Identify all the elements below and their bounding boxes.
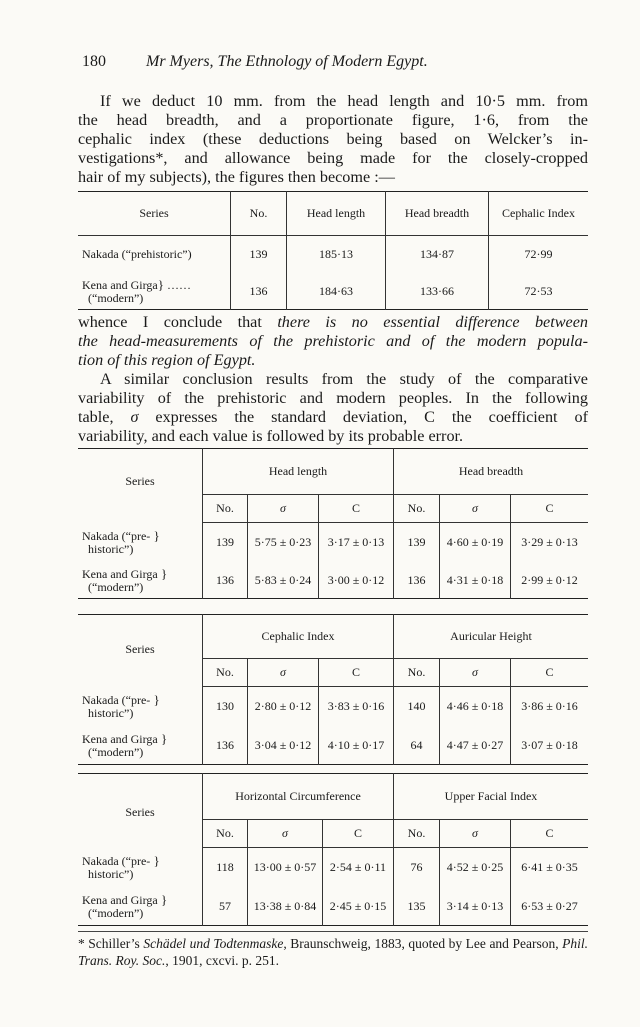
series-header: Series [78,449,203,523]
cell: 134·87 [386,236,489,274]
column-header: C [511,495,589,523]
series-line: Kena and Girga [82,731,158,746]
column-header: No. [231,192,287,236]
cell: 139 [231,236,287,274]
series-header: Series [78,774,203,848]
series-line: Nakada (“pre- [82,693,151,707]
variability-table-circumference [78,773,588,926]
series-line: (“modern”) [88,744,144,759]
brace-glyph: } [150,692,160,707]
table-row [78,274,588,310]
series-line: (“modern”) [88,905,144,920]
footnote-italic: Schädel und Todtenmaske [143,936,284,951]
group-header: Head breadth [394,449,589,495]
running-title: Mr Myers, The Ethnology of Modern Egypt. [146,53,428,70]
column-header: Cephalic Index [489,192,589,236]
cell: 3·14 ± 0·13 [440,888,511,926]
column-header: Head breadth [386,192,489,236]
series-cell: Nakada (“prehistoric”) [78,236,231,274]
brace-glyph: } [157,730,168,746]
cell: 4·10 ± 0·17 [319,727,394,765]
footnote-text: , Braunschweig, 1883, quoted by Lee and Pearson, [283,936,563,951]
column-header: C [319,495,394,523]
cell: 4·46 ± 0·18 [440,687,511,727]
cell: 72·53 [489,274,589,310]
series-cell [78,563,203,599]
column-header: σ [440,495,511,523]
column-header: No. [394,820,440,848]
table-row [78,848,588,888]
series-line: Kena and Girga [82,566,158,581]
cell: 13·38 ± 0·84 [248,888,323,926]
leader-dots: …… [167,277,191,292]
cell: 2·80 ± 0·12 [248,687,319,727]
column-header: No. [394,659,440,687]
text-span: table, [78,408,131,426]
italic-span: there is no essential difference between [277,313,588,331]
series-cell [78,687,203,727]
series-line: Nakada (“pre- [82,854,151,868]
cell: 64 [394,727,440,765]
column-header: Head length [287,192,386,236]
series-line: (“modern”) [88,290,144,305]
column-header: No. [203,495,248,523]
footnote-text: , 1901, cxcvi. p. 251. [165,953,280,968]
cell: 136 [394,563,440,599]
column-header: No. [203,820,248,848]
cell: 3·17 ± 0·13 [319,523,394,563]
cell: 140 [394,687,440,727]
column-header: C [511,820,589,848]
column-header: σ [440,820,511,848]
series-line: Kena and Girga [82,892,158,907]
text-line: A similar conclusion results from the study of the comparative [100,370,588,388]
sigma-symbol: σ [130,408,139,426]
series-line: (“modern”) [88,579,144,594]
cell: 3·04 ± 0·12 [248,727,319,765]
brace-glyph: } [157,276,164,292]
cell: 136 [231,274,287,310]
text-line [78,408,588,427]
footnote-text: * Schiller’s [78,936,144,951]
text-line: hair of my subjects), the figures then become :— [78,168,395,186]
group-header: Horizontal Circumference [203,774,394,820]
table-row [78,727,588,765]
column-header: σ [248,820,323,848]
footnote [78,935,588,969]
text-line: the head-measurements of the prehistoric and of the modern popula- [78,332,588,350]
column-header: No. [203,659,248,687]
cell: 3·29 ± 0·13 [511,523,589,563]
brace-glyph: } [157,565,168,581]
text-line [78,313,588,332]
cell: 6·41 ± 0·35 [511,848,589,888]
cell: 3·83 ± 0·16 [319,687,394,727]
series-line: historic”) [88,542,134,556]
text-line: variability, and each value is followed by its probable error. [78,427,464,445]
cell: 139 [394,523,440,563]
text-span: whence I conclude that [78,313,278,331]
cell: 57 [203,888,248,926]
cell: 136 [203,563,248,599]
series-line: historic”) [88,867,134,881]
column-header: C [323,820,394,848]
cell: 118 [203,848,248,888]
cell: 4·52 ± 0·25 [440,848,511,888]
page-number: 180 [82,53,106,70]
variability-table-head [78,448,588,599]
variability-table-cephalic [78,614,588,765]
cell: 4·60 ± 0·19 [440,523,511,563]
series-line: Kena and Girga [82,277,158,292]
intro-paragraph [78,92,588,187]
cell: 3·00 ± 0·12 [319,563,394,599]
series-line: historic”) [88,706,134,720]
cell: 5·83 ± 0·24 [248,563,319,599]
brace-glyph: } [150,528,160,543]
conclusion-paragraph [78,313,588,446]
text-line: tion of this region of Egypt. [78,351,256,369]
means-table [78,191,588,310]
cell: 2·99 ± 0·12 [511,563,589,599]
table-row [78,236,588,274]
cell: 3·86 ± 0·16 [511,687,589,727]
footnote-rule [78,931,588,932]
cell: 4·31 ± 0·18 [440,563,511,599]
cell: 139 [203,523,248,563]
table-row [78,523,588,563]
brace-glyph: } [150,853,160,868]
text-line: vestigations*, and allowance being made for the closely-cropped [78,149,588,167]
group-header: Upper Facial Index [394,774,589,820]
series-cell [78,274,231,310]
column-header: C [319,659,394,687]
text-line: cephalic index (these deductions being based on Welcker’s in- [78,130,588,148]
cell: 4·47 ± 0·27 [440,727,511,765]
table-row [78,687,588,727]
cell: 2·45 ± 0·15 [323,888,394,926]
series-header: Series [78,615,203,687]
brace-glyph: } [157,891,168,907]
text-line: variability of the prehistoric and modern peoples. In the following [78,389,588,407]
cell: 184·63 [287,274,386,310]
text-span: expresses the standard deviation, C the coefficient of [138,408,588,426]
cell: 135 [394,888,440,926]
cell: 133·66 [386,274,489,310]
series-line: Nakada (“pre- [82,529,151,543]
column-header: C [511,659,589,687]
column-header: σ [248,659,319,687]
series-cell [78,888,203,926]
group-header: Head length [203,449,394,495]
cell: 130 [203,687,248,727]
column-header: σ [440,659,511,687]
cell: 72·99 [489,236,589,274]
table-row [78,888,588,926]
series-cell [78,848,203,888]
group-header: Auricular Height [394,615,589,659]
column-header: σ [248,495,319,523]
cell: 2·54 ± 0·11 [323,848,394,888]
series-cell [78,727,203,765]
group-header: Cephalic Index [203,615,394,659]
cell: 76 [394,848,440,888]
footnote-italic: Phil. Trans. Roy. Soc. [78,936,589,968]
cell: 185·13 [287,236,386,274]
text-line: the head breadth, and a proportionate figure, 1·6, from the [78,111,588,129]
cell: 13·00 ± 0·57 [248,848,323,888]
cell: 5·75 ± 0·23 [248,523,319,563]
cell: 3·07 ± 0·18 [511,727,589,765]
column-header: Series [78,192,231,236]
series-cell [78,523,203,563]
column-header: No. [394,495,440,523]
text-line: If we deduct 10 mm. from the head length and 10·5 mm. from [100,92,588,110]
table-row [78,563,588,599]
cell: 6·53 ± 0·27 [511,888,589,926]
cell: 136 [203,727,248,765]
